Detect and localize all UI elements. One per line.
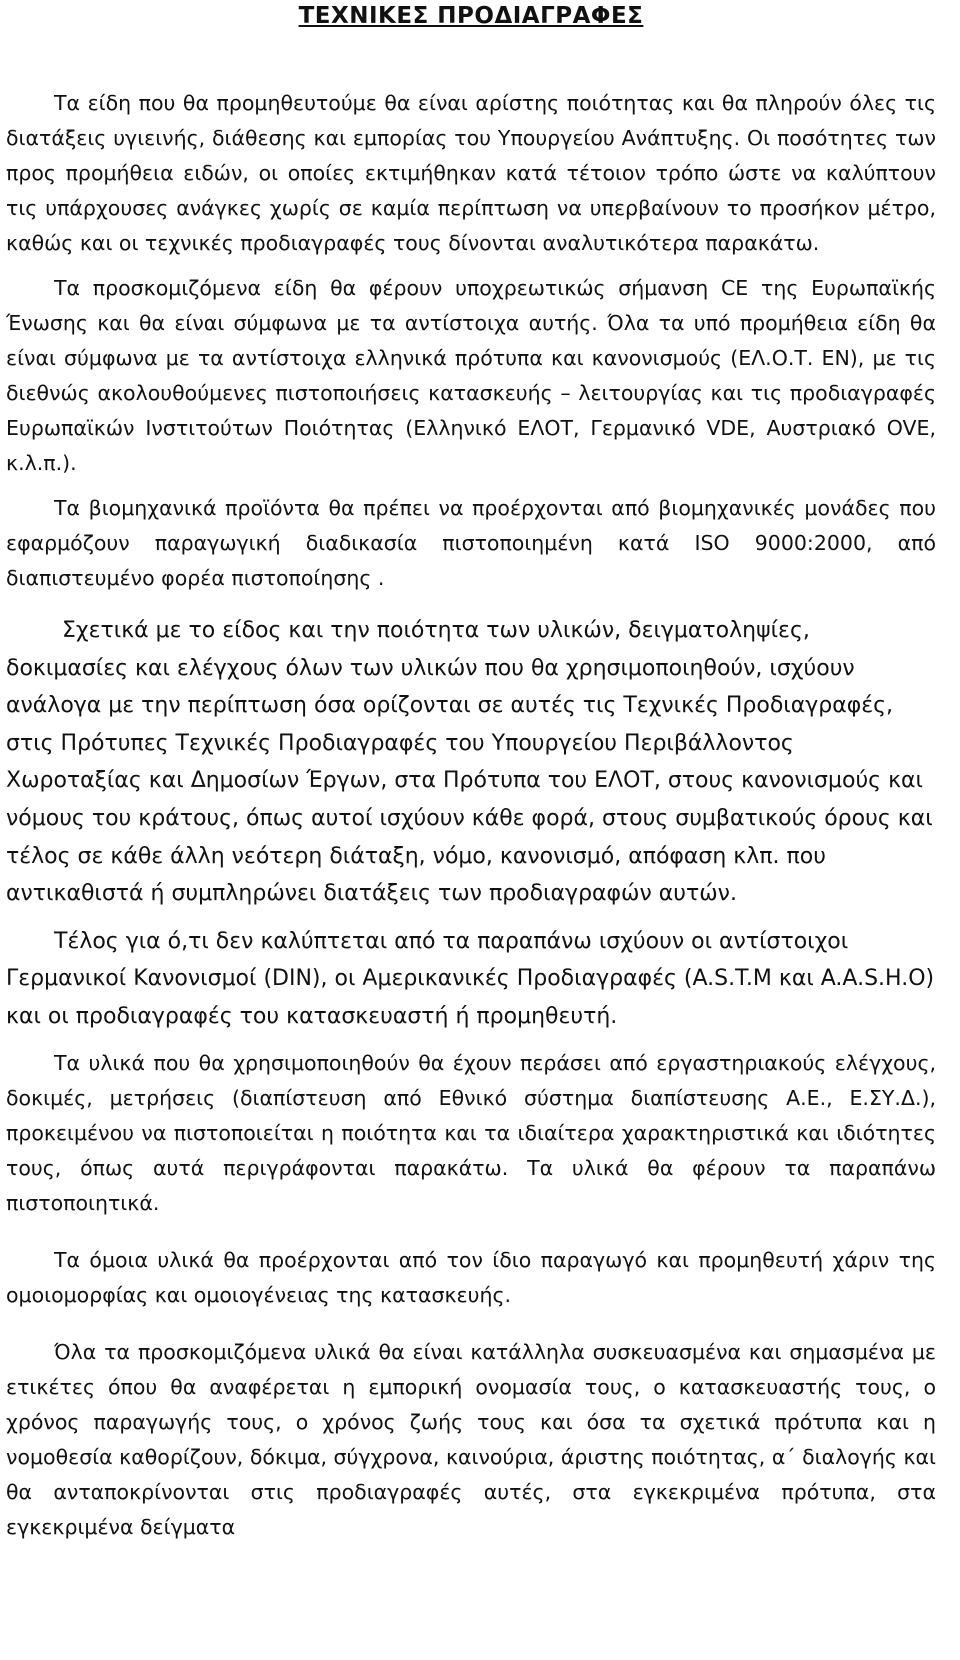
paragraph-other-standards: Τέλος για ό,τι δεν καλύπτεται από τα παραπάνω ισχύουν οι αντίστοιχοι Γερμανικοί Κανονισμοί (DIN), οι Αμερικανικές Προδιαγραφές (A.S.T.M και A.A.S.H.O) και οι προδιαγραφές του κατασκευαστή ή προμηθευτή. bbox=[6, 928, 935, 1029]
paragraph-lab-tests: Τα υλικά που θα χρησιμοποιηθούν θα έχουν περάσει από εργαστηριακούς ελέγχους, δοκιμές, μετρήσεις (διαπίστευση από Εθνικό σύστημα διαπίστευσης Α.Ε., Ε.ΣΥ.Δ.), προκειμένου να πιστοποιείται η ποιότητα και τα ιδιαίτερα χαρακτηριστικά και ιδιότητες τους, όπως αυτά περιγράφονται παρακάτω. Τα υλικά θα φέρουν τα παραπάνω πιστοποιητικά. bbox=[6, 1050, 936, 1215]
paragraph-general-quality: Τα είδη που θα προμηθευτούμε θα είναι αρίστης ποιότητας και θα πληρούν όλες τις διατάξεις υγιεινής, διάθεσης και εμπορίας του Υπουργείου Ανάπτυξης. Οι ποσότητες των προς προμήθεια ειδών, οι οποίες εκτιμήθηκαν κατά τέτοιον τρόπο ώστε να καλύπτουν τις υπάρχουσες ανάγκες χωρίς σε καμία περίπτωση να υπερβαίνουν το προσήκον μέτρο, καθώς και οι τεχνικές προδιαγραφές τους δίνονται αναλυτικότερα παρακάτω. bbox=[6, 91, 936, 255]
paragraph-materials-testing: Σχετικά με το είδος και την ποιότητα των υλικών, δειγματοληψίες, δοκιμασίες και ελέγχους όλων των υλικών που θα χρησιμοποιηθούν, ισχύουν ανάλογα με την περίπτωση όσα ορίζονται σε αυτές τις Τεχνικές Προδιαγραφές, στις Πρότυπες Τεχνικές Προδιαγραφές του Υπουργείου Περιβάλλοντος Χωροταξίας και Δημοσίων Έργων, στα Πρότυπα του ΕΛΟΤ, στους κανονισμούς και νόμους του κράτους, όπως αυτοί ισχύουν κάθε φορά, στους συμβατικούς όρους και τέλος σε κάθε άλλη νεότερη διάταξη, νόμο, κανονισμό, απόφαση κλπ. που αντικαθιστά ή συμπληρώνει διατάξεις των προδιαγραφών αυτών. bbox=[6, 618, 933, 907]
paragraph-same-producer: Τα όμοια υλικά θα προέρχονται από τον ίδιο παραγωγό και προμηθευτή χάριν της ομοιομορφίας και ομοιογένειας της κατασκευής. bbox=[6, 1247, 936, 1307]
paragraph-iso-certification: Τα βιομηχανικά προϊόντα θα πρέπει να προέρχονται από βιομηχανικές μονάδες που εφαρμόζουν παραγωγική διαδικασία πιστοποιημένη κατά ISO 9000:2000, από διαπιστευμένο φορέα πιστοποίησης . bbox=[6, 496, 936, 590]
document-title: ΤΕΧΝΙΚΕΣ ΠΡΟΔΙΑΓΡΑΦΕΣ bbox=[298, 3, 644, 29]
paragraph-ce-marking: Τα προσκομιζόμενα είδη θα φέρουν υποχρεωτικώς σήμανση CE της Ευρωπαϊκής Ένωσης και θα είναι σύμφωνα με τα αντίστοιχα αυτής. Όλα τα υπό προμήθεια είδη θα είναι σύμφωνα με τα αντίστοιχα ελληνικά πρότυπα και κανονισμούς (ΕΛ.Ο.Τ. ΕΝ), με τις διεθνώς ακολουθούμενες πιστοποιήσεις κατασκευής – λειτουργίας και τις προδιαγραφές Ευρωπαϊκών Ινστιτούτων Ποιότητας (Ελληνικό ΕΛΟΤ, Γερμανικό VDE, Αυστριακό OVE, κ.λ.π.). bbox=[6, 276, 936, 475]
paragraph-packaging-labels: Όλα τα προσκομιζόμενα υλικά θα είναι κατάλληλα συσκευασμένα και σημασμένα με ετικέτες όπου θα αναφέρεται η εμπορική ονομασία τους, ο κατασκευαστής τους, ο χρόνος παραγωγής τους, ο χρόνος ζωής τους και όσα τα σχετικά πρότυπα και η νομοθεσία καθορίζουν, δόκιμα, σύγχρονα, καινούρια, άριστης ποιότητας, α΄ διαλογής και θα ανταποκρίνονται στις προδιαγραφές αυτές, στα εγκεκριμένα πρότυπα, στα εγκεκριμένα δείγματα bbox=[6, 1339, 936, 1539]
